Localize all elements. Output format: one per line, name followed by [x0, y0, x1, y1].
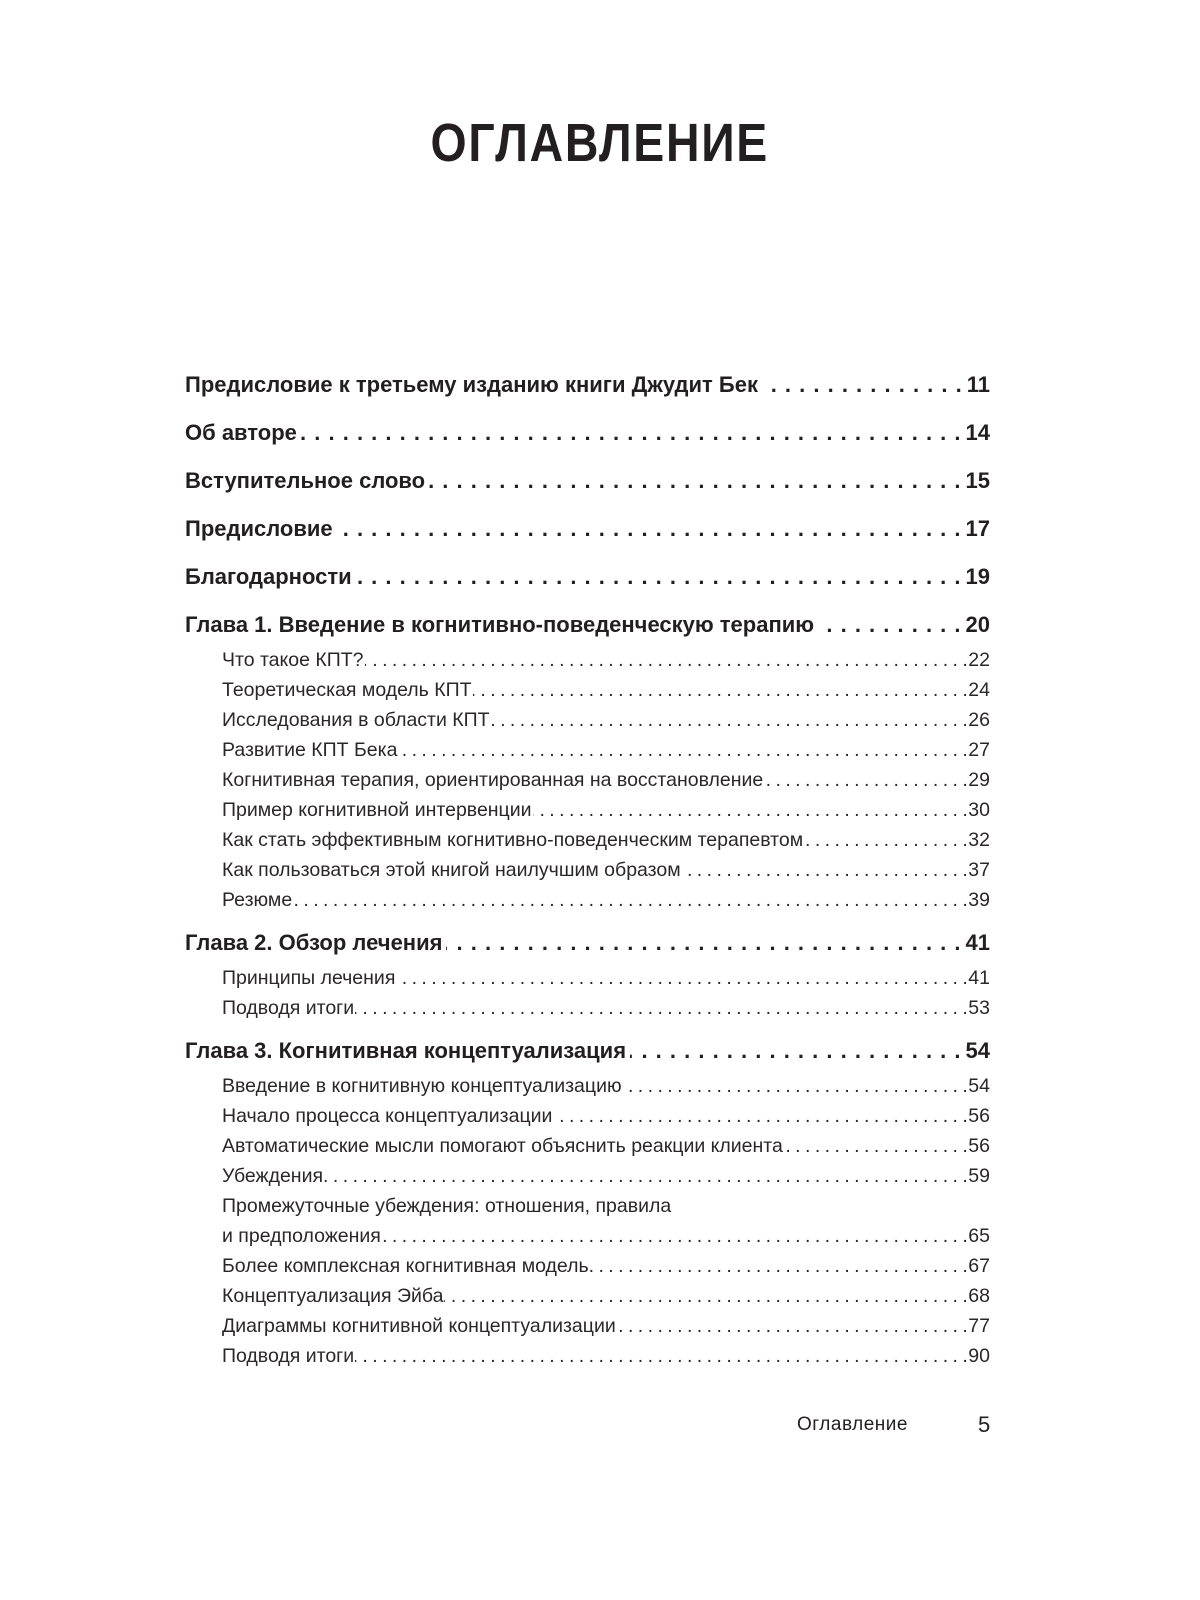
toc-entry-page: 19	[965, 564, 990, 589]
dot-leader	[444, 1281, 967, 1311]
dot-leader	[337, 509, 962, 549]
toc-entry-page: 26	[968, 709, 990, 731]
toc-chapter-entry[interactable]	[185, 923, 990, 963]
toc-section-entry[interactable]	[222, 1131, 990, 1161]
dot-leader	[818, 605, 961, 645]
toc-entry-title: Более комплексная когнитивная модель	[222, 1255, 589, 1277]
toc-entry-page: 54	[965, 1038, 990, 1063]
toc-entry-title: Пример когнитивной интервенции	[222, 799, 532, 821]
toc-entry-page: 22	[968, 649, 990, 671]
toc-entry-title: Убеждения	[222, 1165, 324, 1187]
toc-entry-title: Принципы лечения	[222, 967, 396, 989]
toc-entry-title: Концептуализация Эйба	[222, 1285, 444, 1307]
table-of-contents	[185, 365, 990, 1371]
dot-leader	[590, 1251, 968, 1281]
dot-leader	[324, 1161, 967, 1191]
toc-entry-page: 17	[965, 516, 990, 541]
toc-entry-page: 24	[968, 679, 990, 701]
toc-section-entry[interactable]	[222, 645, 990, 675]
toc-entry-title: Как стать эффективным когнитивно-поведенческим терапевтом	[222, 829, 804, 851]
toc-section-entry[interactable]	[222, 963, 990, 993]
toc-section-entry[interactable]	[222, 795, 990, 825]
toc-entry-page: 54	[968, 1075, 990, 1097]
toc-entry-title: Подводя итоги	[222, 1345, 355, 1367]
page-number: 5	[978, 1412, 991, 1437]
toc-entry-title: Предисловие	[185, 516, 333, 541]
toc-entry-page: 32	[968, 829, 990, 851]
dot-leader	[784, 1131, 967, 1161]
dot-leader	[491, 705, 968, 735]
toc-entry-page: 41	[965, 930, 990, 955]
toc-front-entry[interactable]	[185, 365, 990, 405]
toc-entry-page: 68	[968, 1285, 990, 1307]
toc-entry-title: Диаграммы когнитивной концептуализации	[222, 1315, 616, 1337]
toc-entry-title: Исследования в области КПТ	[222, 709, 490, 731]
toc-front-entry[interactable]	[185, 509, 990, 549]
toc-section-entry[interactable]	[222, 825, 990, 855]
dot-leader	[446, 923, 961, 963]
toc-front-entry[interactable]	[185, 557, 990, 597]
running-title: Оглавление	[797, 1414, 908, 1435]
toc-entry-title: Развитие КПТ Бека	[222, 739, 398, 761]
toc-entry-page: 56	[968, 1135, 990, 1157]
toc-entry-title: Теоретическая модель КПТ	[222, 679, 472, 701]
toc-entry-title: Подводя итоги	[222, 997, 355, 1019]
toc-entry-title: Благодарности	[185, 564, 352, 589]
toc-entry-title: Как пользоваться этой книгой наилучшим образом	[222, 859, 681, 881]
toc-entry-page: 30	[968, 799, 990, 821]
toc-section-entry[interactable]	[222, 855, 990, 885]
toc-entry-page: 90	[968, 1345, 990, 1367]
dot-leader	[762, 365, 963, 405]
dot-leader	[764, 765, 967, 795]
toc-chapter-entry[interactable]	[185, 1031, 990, 1071]
toc-entry-title: Глава 1. Введение в когнитивно-поведенческую терапию	[185, 612, 815, 637]
toc-entry-page: 65	[968, 1225, 990, 1247]
toc-section-entry[interactable]	[222, 885, 990, 915]
toc-entry-title: Вступительное слово	[185, 468, 426, 493]
dot-leader	[382, 1221, 967, 1251]
dot-leader	[804, 825, 967, 855]
toc-entry-title: Резюме	[222, 889, 293, 911]
dot-leader	[293, 885, 967, 915]
toc-entry-title: и предположения	[222, 1225, 381, 1247]
toc-entry-title: Введение в когнитивную концептуализацию	[222, 1075, 622, 1097]
toc-entry-page: 67	[968, 1255, 990, 1277]
dot-leader	[396, 963, 967, 993]
toc-entry-title: Что такое КПТ?	[222, 649, 364, 671]
toc-entry-page: 53	[968, 997, 990, 1019]
toc-front-entry[interactable]	[185, 413, 990, 453]
toc-entry-page: 37	[968, 859, 990, 881]
toc-section-entry[interactable]	[222, 675, 990, 705]
dot-leader	[630, 1031, 961, 1071]
toc-front-entry[interactable]	[185, 461, 990, 501]
toc-entry-title: Начало процесса концептуализации	[222, 1105, 553, 1127]
dot-leader	[623, 1071, 968, 1101]
page-title: ОГЛАВЛЕНИЕ	[430, 113, 770, 173]
toc-section-entry[interactable]	[222, 1101, 990, 1131]
toc-entry-title: Предисловие к третьему изданию книги Джудит Бек	[185, 372, 758, 397]
toc-entry-page: 20	[965, 612, 990, 637]
dot-leader	[355, 993, 967, 1023]
toc-entry-page: 41	[968, 967, 990, 989]
toc-entry-page: 59	[968, 1165, 990, 1187]
toc-section-entry[interactable]	[222, 735, 990, 765]
dot-leader	[473, 675, 968, 705]
toc-chapter-entry[interactable]	[185, 605, 990, 645]
toc-entry-title: Об авторе	[185, 420, 297, 445]
dot-leader	[356, 557, 962, 597]
dot-leader	[533, 795, 968, 825]
dot-leader	[429, 461, 961, 501]
toc-section-entry[interactable]	[222, 765, 990, 795]
toc-section-entry[interactable]	[222, 1161, 990, 1191]
toc-entry-page: 27	[968, 739, 990, 761]
toc-entry-page: 29	[968, 769, 990, 791]
toc-entry-page: 39	[968, 889, 990, 911]
toc-section-entry[interactable]	[222, 993, 990, 1023]
toc-entry-title-line1[interactable]: Промежуточные убеждения: отношения, правила	[222, 1195, 672, 1217]
dot-leader	[355, 1341, 967, 1371]
toc-section-entry[interactable]	[222, 1281, 990, 1311]
page-title-block	[0, 112, 1200, 174]
toc-entry-page: 56	[968, 1105, 990, 1127]
dot-leader	[682, 855, 968, 885]
dot-leader	[365, 645, 968, 675]
toc-entry-page: 15	[965, 468, 990, 493]
dot-leader	[301, 413, 962, 453]
toc-section-entry[interactable]	[222, 1311, 990, 1341]
toc-section-entry[interactable]	[222, 705, 990, 735]
toc-entry-title: Когнитивная терапия, ориентированная на восстановление	[222, 769, 764, 791]
toc-section-entry[interactable]	[222, 1071, 990, 1101]
toc-section-entry[interactable]	[222, 1341, 990, 1371]
dot-leader	[553, 1101, 967, 1131]
toc-section-entry[interactable]	[222, 1221, 990, 1251]
toc-entry-page: 77	[968, 1315, 990, 1337]
dot-leader	[398, 735, 967, 765]
toc-section-entry[interactable]	[222, 1251, 990, 1281]
dot-leader	[617, 1311, 968, 1341]
toc-entry-title: Автоматические мысли помогают объяснить реакции клиента	[222, 1135, 783, 1157]
toc-entry-page: 14	[965, 420, 990, 445]
toc-entry-title: Глава 2. Обзор лечения	[185, 930, 443, 955]
toc-entry-page: 11	[966, 372, 990, 397]
toc-entry-title: Глава 3. Когнитивная концептуализация	[185, 1038, 627, 1063]
